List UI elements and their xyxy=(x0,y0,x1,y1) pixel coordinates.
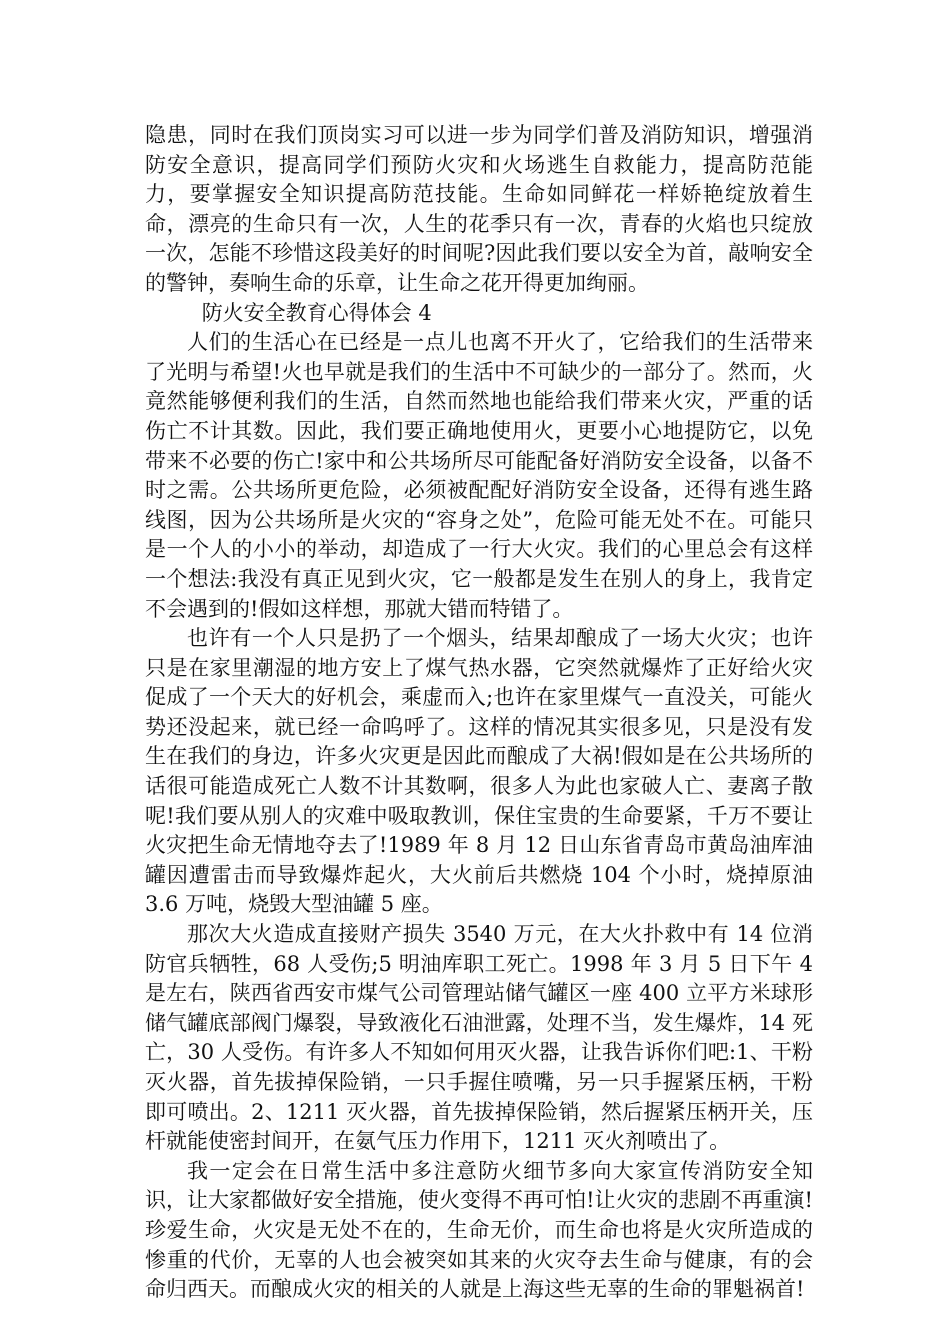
paragraph-1: 人们的生活心在已经是一点儿也离不开火了，它给我们的生活带来了光明与希望!火也早就是我们的生活中不可缺少的一部分了。然而，火竟然能够便利我们的生活，自然而然地也能给我们带来火灾，严重的话伤亡不计其数。因此，我们要正确地使用火，更要小心地提防它，以免带来不必要的伤亡!家中和公共场所尽可能配备好消防安全设备，以备不时之需。公共场所更危险，必须被配配好消防安全设备，还得有逃生路线图，因为公共场所是火灾的“容身之处”，危险可能无处不在。可能只是一个人的小小的举动，却造成了一行大火灾。我们的心里总会有这样一个想法:我没有真正见到火灾，它一般都是发生在别人的身上，我肯定不会遇到的!假如这样想，那就大错而特错了。 xyxy=(145,330,813,621)
document-body xyxy=(145,121,813,1305)
section-title: 防火安全教育心得体会 4 xyxy=(201,300,432,325)
paragraph-4: 我一定会在日常生活中多注意防火细节多向大家宣传消防安全知识，让大家都做好安全措施，使火变得不再可怕!让火灾的悲剧不再重演!珍爱生命，火灾是无处不在的，生命无价，而生命也将是火灾所造成的惨重的代价，无辜的人也会被突如其来的火灾夺去生命与健康，有的会命归西天。而酿成火灾的相关的人就是上海这些无辜的生命的罪魁祸首! xyxy=(145,1158,813,1302)
paragraph-2: 也许有一个人只是扔了一个烟头，结果却酿成了一场大火灾；也许只是在家里潮湿的地方安上了煤气热水器，它突然就爆炸了正好给火灾促成了一个天大的好机会，乘虚而入;也许在家里煤气一直没关，可能火势还没起来，就已经一命呜呼了。这样的情况其实很多见，只是没有发生在我们的身边，许多火灾更是因此而酿成了大祸!假如是在公共场所的话很可能造成死亡人数不计其数啊，很多人为此也家破人亡、妻离子散呢!我们要从别人的灾难中吸取教训，保住宝贵的生命要紧，千万不要让火灾把生命无情地夺去了!1989 年 8 月 12 日山东省青岛市黄岛油库油罐因遭雷击而导致爆炸起火，大火前后共燃烧 104 个小时，烧掉原油 3.6 万吨，烧毁大型油罐 5 座。 xyxy=(145,626,813,917)
paragraph-intro: 隐患，同时在我们顶岗实习可以进一步为同学们普及消防知识，增强消防安全意识，提高同学们预防火灾和火场逃生自救能力，提高防范能力，要掌握安全知识提高防范技能。生命如同鲜花一样娇艳绽放着生命，漂亮的生命只有一次，人生的花季只有一次，青春的火焰也只绽放一次，怎能不珍惜这段美好的时间呢?因此我们要以安全为首，敲响安全的警钟，奏响生命的乐章，让生命之花开得更加绚丽。 xyxy=(145,123,813,295)
paragraph-3: 那次大火造成直接财产损失 3540 万元，在大火扑救中有 14 位消防官兵牺牲，68 人受伤;5 明油库职工死亡。1998 年 3 月 5 日下午 4 是左右，陕西省西安市煤气公司管理站储气罐区一座 400 立平方米球形储气罐底部阀门爆裂，导致液化石油泄露，处理不当，发生爆炸，14 死亡，30 人受伤。有许多人不知如何用灭火器，让我告诉你们吧:1、干粉灭火器，首先拔掉保险销，一只手握住喷嘴，另一只手握紧压柄，干粉即可喷出。2、1211 灭火器，首先拔掉保险销，然后握紧压柄开关，压杆就能使密封间开，在氨气压力作用下，1211 灭火剂喷出了。 xyxy=(145,922,813,1154)
